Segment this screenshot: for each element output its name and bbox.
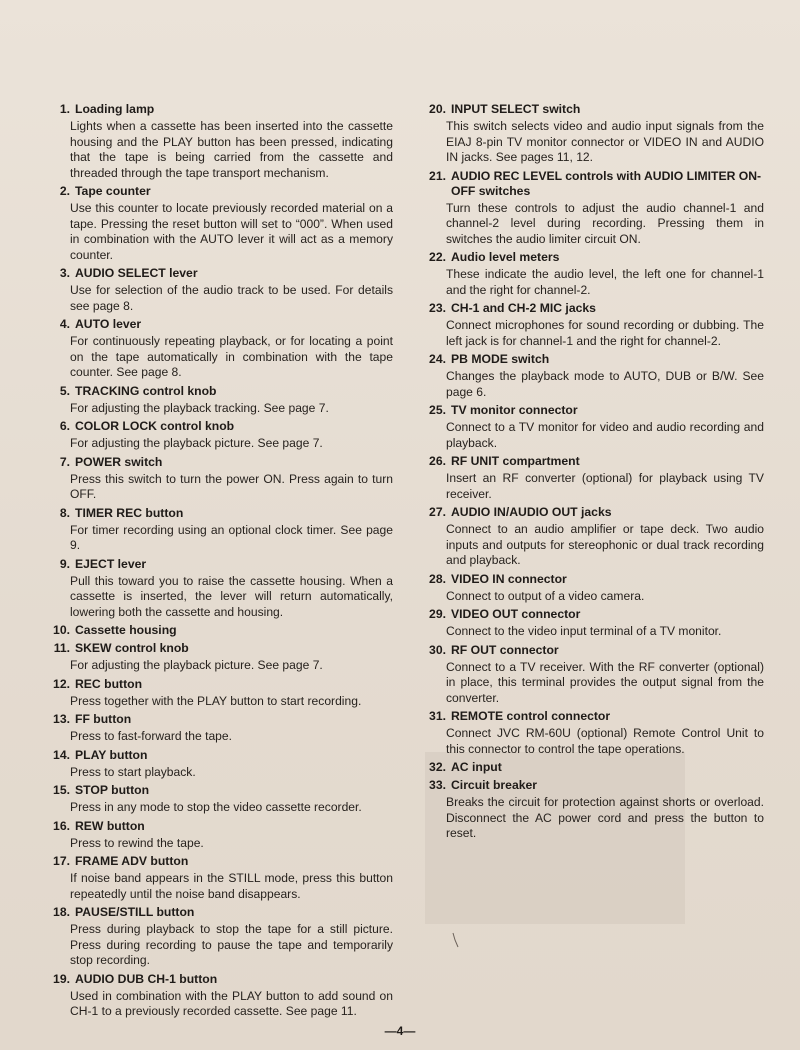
item-title: REMOTE control connector (451, 709, 611, 723)
item-heading (48, 557, 393, 572)
item-title: AC input (451, 760, 502, 774)
item-description: This switch selects video and audio input signals from the EIAJ 8-pin TV monitor connector or VIDEO IN and AUDIO IN jacks. See pages 11, 12. (446, 119, 764, 164)
component-item (424, 709, 764, 757)
item-number: 1. (59, 102, 70, 116)
item-title: Loading lamp (75, 102, 155, 116)
item-description: Pull this toward you to raise the cassette housing. When a cassette is inserted, the lever will return automatically, lowering both the cassette and housing. (70, 573, 393, 619)
component-item (424, 572, 764, 605)
item-heading (48, 905, 393, 920)
item-title: PAUSE/STILL button (75, 905, 195, 919)
item-description: Lights when a cassette has been inserted into the cassette housing and the PLAY button has been pressed, indicating that the tape is being carried from the cassette and threaded through the tape transport mechanism. (70, 119, 393, 180)
component-item (48, 384, 393, 417)
item-heading (48, 783, 393, 798)
item-description: Connect to an audio amplifier or tape deck. Two audio inputs and outputs for stereophonic or dual track recording and playback. (446, 522, 764, 567)
component-item (48, 455, 393, 503)
item-heading (424, 572, 764, 587)
component-item (48, 972, 393, 1020)
item-description: For adjusting the playback picture. See page 7. (70, 658, 323, 672)
item-number: 8. (59, 505, 70, 520)
item-description: Press to fast-forward the tape. (70, 729, 232, 743)
item-heading (48, 677, 393, 692)
item-description: Turn these controls to adjust the audio channel-1 and channel-2 level during recording. Pressing them in switches the audio limiter circuit ON. (446, 200, 764, 246)
item-description: Changes the playback mode to AUTO, DUB or B/W. See page 6. (446, 369, 764, 399)
item-description: For continuously repeating playback, or for locating a point on the tape automatically in combination with the tape counter. See page 8. (70, 334, 393, 379)
item-heading (48, 419, 393, 434)
item-number: 10. (53, 623, 70, 637)
item-number: 28. (429, 571, 446, 586)
item-number: 2. (59, 184, 70, 198)
item-description: Press during playback to stop the tape for a still picture. Press during recording to pause the tape and temporarily stop recording. (70, 922, 393, 967)
item-title: REW button (75, 818, 145, 833)
item-description: For adjusting the playback picture. See page 7. (70, 436, 323, 450)
item-heading (48, 102, 393, 117)
component-item (424, 102, 764, 166)
item-title: AUDIO SELECT lever (75, 266, 198, 280)
component-item (48, 783, 393, 816)
item-description: Insert an RF converter (optional) for playback using TV receiver. (446, 471, 764, 501)
item-heading (48, 854, 393, 869)
item-title: AUTO lever (75, 317, 142, 331)
item-heading (48, 384, 393, 399)
item-description: Use for selection of the audio track to be used. For details see page 8. (70, 283, 393, 313)
item-heading (48, 184, 393, 199)
item-description: Press together with the PLAY button to start recording. (70, 693, 362, 708)
item-title: AUDIO DUB CH-1 button (75, 971, 218, 986)
item-description: For adjusting the playback tracking. See page 7. (70, 400, 329, 415)
component-item (424, 250, 764, 298)
item-title: PB MODE switch (451, 352, 550, 366)
item-number: 22. (429, 250, 446, 264)
item-heading (48, 972, 393, 987)
item-heading (424, 454, 764, 469)
item-number: 18. (53, 905, 70, 919)
item-title: Audio level meters (451, 250, 560, 264)
component-item (424, 760, 764, 775)
item-description: Use this counter to locate previously recorded material on a tape. Pressing the reset button will set to “000”. When used in combination with the AUTO lever it will act as a memory counter. (70, 201, 393, 262)
component-item (48, 102, 393, 181)
item-heading (48, 506, 393, 521)
item-number: 29. (429, 607, 446, 621)
component-item (48, 819, 393, 852)
component-item (48, 748, 393, 781)
right-column-item-list (424, 102, 764, 842)
item-description: Connect to a TV monitor for video and audio recording and playback. (446, 420, 764, 450)
item-number: 6. (59, 419, 70, 433)
item-number: 33. (429, 778, 446, 792)
component-item (48, 266, 393, 314)
item-heading (48, 819, 393, 834)
item-number: 32. (429, 760, 446, 774)
item-title: SKEW control knob (75, 641, 189, 655)
item-number: 14. (53, 747, 70, 762)
item-number: 21. (429, 168, 446, 183)
item-heading (424, 403, 764, 418)
item-description: These indicate the audio level, the left one for channel-1 and the right for channel-2. (446, 267, 764, 297)
component-item (48, 557, 393, 621)
item-heading (424, 643, 764, 658)
component-item (48, 712, 393, 745)
item-number: 30. (429, 642, 446, 657)
item-title: AUDIO REC LEVEL controls with AUDIO LIMITER ON-OFF switches (451, 168, 762, 198)
component-item (424, 607, 764, 640)
component-item (48, 641, 393, 674)
item-heading (424, 352, 764, 367)
component-item (424, 454, 764, 502)
item-title: COLOR LOCK control knob (75, 419, 235, 433)
item-title: REC button (75, 676, 143, 691)
item-description: Connect to output of a video camera. (446, 588, 645, 603)
item-heading (48, 712, 393, 727)
item-number: 20. (429, 102, 446, 116)
item-number: 15. (53, 783, 70, 797)
component-item (48, 506, 393, 554)
item-title: PLAY button (75, 747, 148, 762)
item-title: INPUT SELECT switch (451, 102, 581, 116)
item-title: FRAME ADV button (75, 854, 189, 868)
component-item (48, 623, 393, 638)
item-number: 11. (53, 641, 70, 655)
item-number: 19. (53, 971, 70, 986)
item-title: CH-1 and CH-2 MIC jacks (451, 301, 596, 315)
component-item (424, 169, 764, 248)
component-item (48, 677, 393, 710)
component-item (48, 317, 393, 381)
item-title: RF UNIT compartment (451, 454, 580, 468)
item-description: Breaks the circuit for protection against shorts or overload. Disconnect the AC power cord and press the button to reset. (446, 795, 764, 840)
item-number: 12. (53, 676, 70, 691)
item-title: RF OUT connector (451, 642, 559, 657)
item-heading (48, 748, 393, 763)
item-number: 17. (53, 854, 70, 868)
component-item (424, 643, 764, 707)
pencil-mark (452, 932, 460, 948)
item-heading (424, 607, 764, 622)
item-heading (424, 250, 764, 265)
item-title: Cassette housing (75, 623, 177, 637)
item-title: STOP button (75, 783, 150, 797)
item-title: AUDIO IN/AUDIO OUT jacks (451, 505, 612, 519)
item-title: Circuit breaker (451, 778, 538, 792)
item-heading (424, 778, 764, 793)
item-number: 13. (53, 712, 70, 726)
component-item (48, 184, 393, 263)
item-heading (48, 455, 393, 470)
left-column-item-list (48, 102, 393, 1020)
item-description: Press in any mode to stop the video cassette recorder. (70, 800, 362, 814)
item-description: For timer recording using an optional clock timer. See page 9. (70, 522, 393, 552)
component-item (48, 854, 393, 902)
item-number: 9. (59, 556, 70, 571)
page-number: —4— (384, 1024, 416, 1038)
component-item (48, 905, 393, 969)
component-item (424, 505, 764, 569)
component-item (424, 778, 764, 842)
item-number: 16. (53, 818, 70, 833)
item-heading (48, 641, 393, 656)
item-number: 5. (59, 383, 70, 398)
item-heading (424, 760, 764, 775)
item-title: TV monitor connector (451, 403, 578, 417)
item-title: Tape counter (75, 184, 151, 198)
item-description: Press to rewind the tape. (70, 835, 204, 850)
item-description: Used in combination with the PLAY button to add sound on CH-1 to a previously recorded cassette. See page 11. (70, 988, 393, 1018)
item-title: EJECT lever (75, 556, 147, 571)
item-heading (424, 301, 764, 316)
item-title: TIMER REC button (75, 505, 184, 520)
item-description: Connect to the video input terminal of a TV monitor. (446, 624, 722, 638)
item-title: VIDEO IN connector (451, 571, 567, 586)
item-number: 24. (429, 352, 446, 366)
item-heading (48, 623, 393, 638)
item-description: Press to start playback. (70, 764, 196, 779)
item-number: 27. (429, 505, 446, 519)
item-heading (424, 505, 764, 520)
item-number: 26. (429, 454, 446, 468)
item-heading (48, 266, 393, 281)
component-item (424, 301, 764, 349)
item-number: 4. (59, 317, 70, 331)
item-title: VIDEO OUT connector (451, 607, 581, 621)
item-description: Press this switch to turn the power ON. Press again to turn OFF. (70, 471, 393, 501)
component-item (424, 352, 764, 400)
item-title: POWER switch (75, 454, 163, 469)
item-description: Connect to a TV receiver. With the RF converter (optional) in place, this terminal provides the output signal from the converter. (446, 659, 764, 705)
item-title: FF button (75, 712, 132, 726)
component-item (424, 403, 764, 451)
component-item (48, 419, 393, 452)
item-description: Connect JVC RM-60U (optional) Remote Control Unit to this connector to control the tape operations. (446, 726, 764, 756)
item-number: 23. (429, 301, 446, 315)
item-heading (424, 709, 764, 724)
item-heading (424, 169, 764, 199)
item-number: 7. (59, 454, 70, 469)
item-number: 3. (59, 266, 70, 280)
item-heading (48, 317, 393, 332)
item-heading (424, 102, 764, 117)
item-number: 31. (429, 709, 446, 723)
item-number: 25. (429, 403, 446, 417)
item-title: TRACKING control knob (75, 383, 217, 398)
item-description: Connect microphones for sound recording or dubbing. The left jack is for channel-1 and the right for channel-2. (446, 318, 764, 348)
item-description: If noise band appears in the STILL mode, press this button repeatedly until the noise band disappears. (70, 871, 393, 901)
